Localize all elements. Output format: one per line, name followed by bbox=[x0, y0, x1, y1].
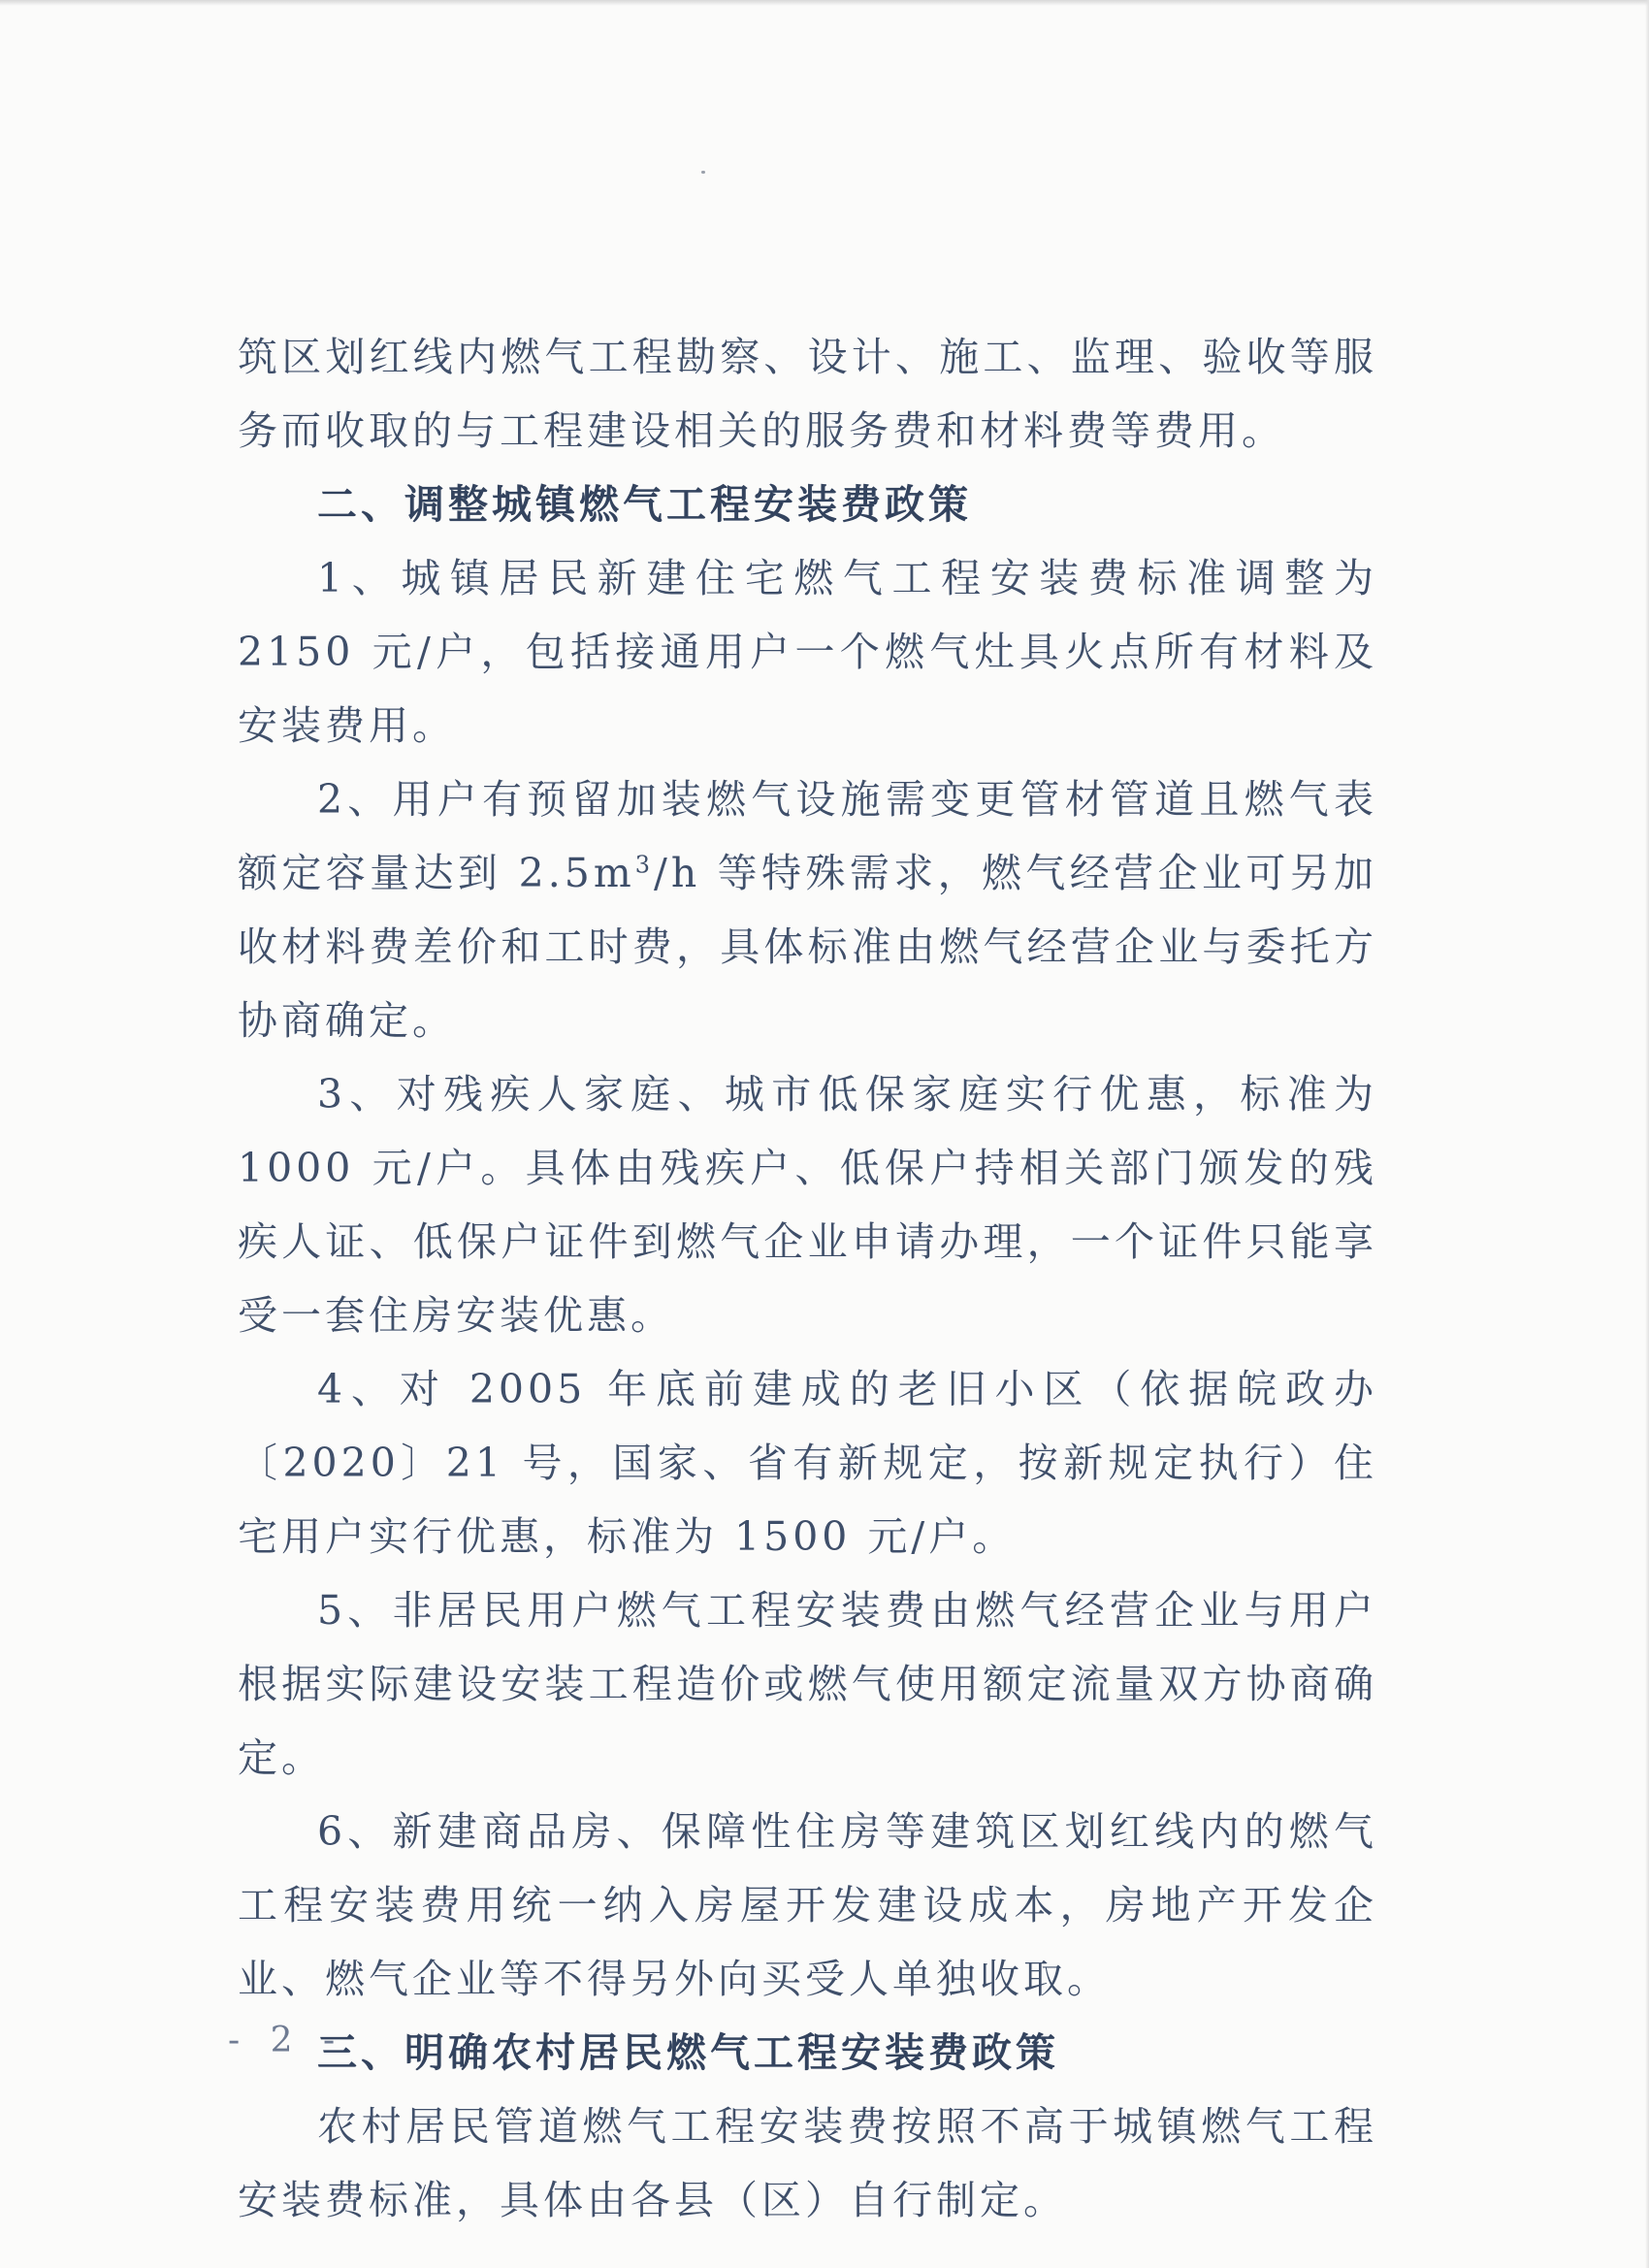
paragraph-item-6: 6、新建商品房、保障性住房等建筑区划红线内的燃气工程安装费用统一纳入房屋开发建设成本，房地产开发企业、燃气企业等不得另外向买受人单独收取。 bbox=[238, 1808, 1377, 2002]
paragraph-item-5: 5、非居民用户燃气工程安装费由燃气经营企业与用户根据实际建设安装工程造价或燃气使用额定流量双方协商确定。 bbox=[238, 1587, 1377, 1781]
paragraph-item-4: 4、对 2005 年底前建成的老旧小区（依据皖政办〔2020〕21 号，国家、省有新规定，按新规定执行）住宅用户实行优惠，标准为 1500 元/户。 bbox=[238, 1366, 1377, 1560]
paragraph-item-1: 1、城镇居民新建住宅燃气工程安装费标准调整为 2150 元/户，包括接通用户一个燃气灶具火点所有材料及安装费用。 bbox=[238, 555, 1377, 749]
paragraph-item-2-part-a: 2、用户有预留加装燃气设施需变更管材管道且燃气表额定容量达到 2.5m bbox=[238, 776, 1377, 896]
paragraph-item-2 bbox=[238, 762, 1377, 1057]
section-heading-2: 二、调整城镇燃气工程安装费政策 bbox=[317, 481, 972, 528]
section-heading-3: 三、明确农村居民燃气工程安装费政策 bbox=[317, 2029, 1059, 2076]
paragraph-rural: 农村居民管道燃气工程安装费按照不高于城镇燃气工程安装费标准，具体由各县（区）自行制定。 bbox=[238, 2103, 1377, 2223]
paragraph-item-2-part-b: /h 等特殊需求，燃气经营企业可另加收材料费差价和工时费，具体标准由燃气经营企业与委托方协商确定。 bbox=[238, 850, 1377, 1044]
scan-top-edge bbox=[0, 0, 1649, 6]
paragraph-continuation: 筑区划红线内燃气工程勘察、设计、施工、监理、验收等服务而收取的与工程建设相关的服务费和材料费等费用。 bbox=[238, 334, 1377, 454]
paragraph-item-3: 3、对残疾人家庭、城市低保家庭实行优惠，标准为 1000 元/户。具体由残疾户、低保户持相关部门颁发的残疾人证、低保户证件到燃气企业申请办理，一个证件只能享受一套住房安装优惠。 bbox=[238, 1071, 1377, 1339]
scan-right-edge bbox=[1645, 0, 1649, 2268]
body-text bbox=[238, 320, 1377, 2237]
page-number: - 2 - bbox=[228, 2021, 345, 2060]
superscript-cubic: 3 bbox=[634, 851, 655, 879]
scan-speck bbox=[701, 171, 705, 174]
